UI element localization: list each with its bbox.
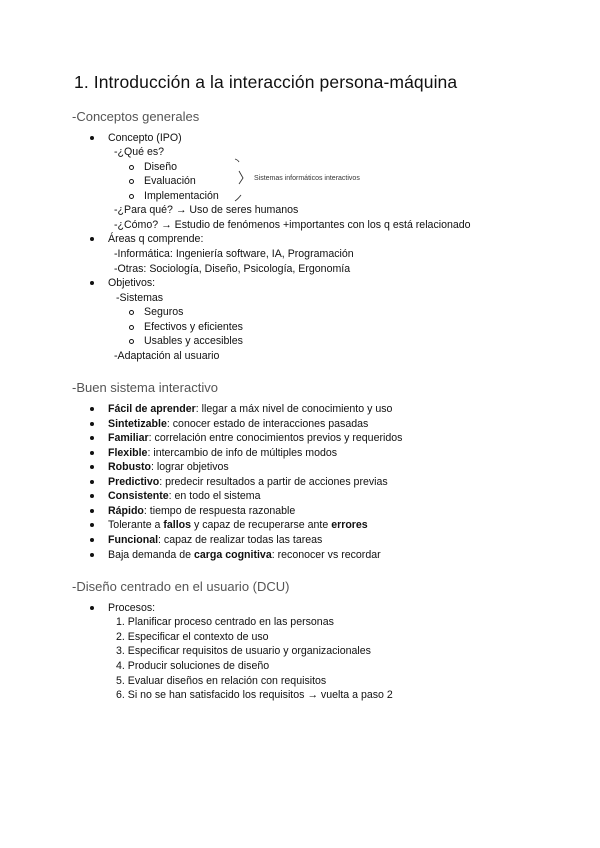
section-heading-buen-sistema: -Buen sistema interactivo — [72, 380, 218, 395]
list-item-usables: Usables y accesibles — [144, 335, 243, 347]
list-item: Tolerante a fallos y capaz de recuperarse ante errores — [108, 519, 368, 531]
list-item: Robusto: lograr objetivos — [108, 461, 229, 473]
list-item-para-que: -¿Para qué? → Uso de seres humanos — [114, 204, 299, 216]
list-item-otras: -Otras: Sociología, Diseño, Psicología, Ergonomía — [114, 263, 351, 275]
list-item-concepto: Concepto (IPO) — [108, 132, 182, 144]
list-item-step: 5. Evaluar diseños en relación con requisitos — [116, 675, 327, 687]
list-item-como: -¿Cómo? → Estudio de fenómenos +importantes con los q está relacionado — [114, 219, 471, 231]
list-item-step: 1. Planificar proceso centrado en las personas — [116, 616, 334, 628]
list-item-que-es: -¿Qué es? — [114, 146, 165, 158]
list-item-adaptacion: -Adaptación al usuario — [114, 350, 220, 362]
list-item: Predictivo: predecir resultados a partir de acciones previas — [108, 476, 388, 488]
list-item: Rápido: tiempo de respuesta razonable — [108, 505, 296, 517]
list-item: Fácil de aprender: llegar a máx nivel de conocimiento y uso — [108, 403, 393, 415]
list-item: Sintetizable: conocer estado de interacciones pasadas — [108, 418, 369, 430]
list-item-step: 2. Especificar el contexto de uso — [116, 631, 269, 643]
handwritten-brace-icon — [232, 157, 246, 203]
brace-annotation: Sistemas informáticos interactivos — [254, 175, 360, 182]
page-title: 1. Introducción a la interacción persona-máquina — [74, 72, 458, 92]
list-item: Funcional: capaz de realizar todas las tareas — [108, 534, 323, 546]
list-item-step: 3. Especificar requisitos de usuario y organizacionales — [116, 645, 371, 657]
list-item-objetivos: Objetivos: — [108, 277, 156, 289]
list-item-implementacion: Implementación — [144, 190, 219, 202]
list-item: Flexible: intercambio de info de múltiples modos — [108, 447, 338, 459]
list-item-evaluacion: Evaluación — [144, 175, 196, 187]
list-item-sistemas: -Sistemas — [116, 292, 164, 304]
list-item-procesos: Procesos: — [108, 602, 156, 614]
list-item-step: 6. Si no se han satisfacido los requisitos → vuelta a paso 2 — [116, 689, 393, 701]
list-item: Consistente: en todo el sistema — [108, 490, 261, 502]
section-heading-dcu: -Diseño centrado en el usuario (DCU) — [72, 579, 290, 594]
section-heading-conceptos: -Conceptos generales — [72, 109, 200, 124]
list-item-areas: Áreas q comprende: — [108, 233, 204, 245]
list-item: Baja demanda de carga cognitiva: reconocer vs recordar — [108, 549, 381, 561]
list-item: Familiar: correlación entre conocimientos previos y requeridos — [108, 432, 403, 444]
list-item-diseno: Diseño — [144, 161, 177, 173]
list-item-efectivos: Efectivos y eficientes — [144, 321, 243, 333]
list-item-seguros: Seguros — [144, 306, 184, 318]
list-item-step: 4. Producir soluciones de diseño — [116, 660, 270, 672]
list-item-informatica: -Informática: Ingeniería software, IA, Programación — [114, 248, 354, 260]
